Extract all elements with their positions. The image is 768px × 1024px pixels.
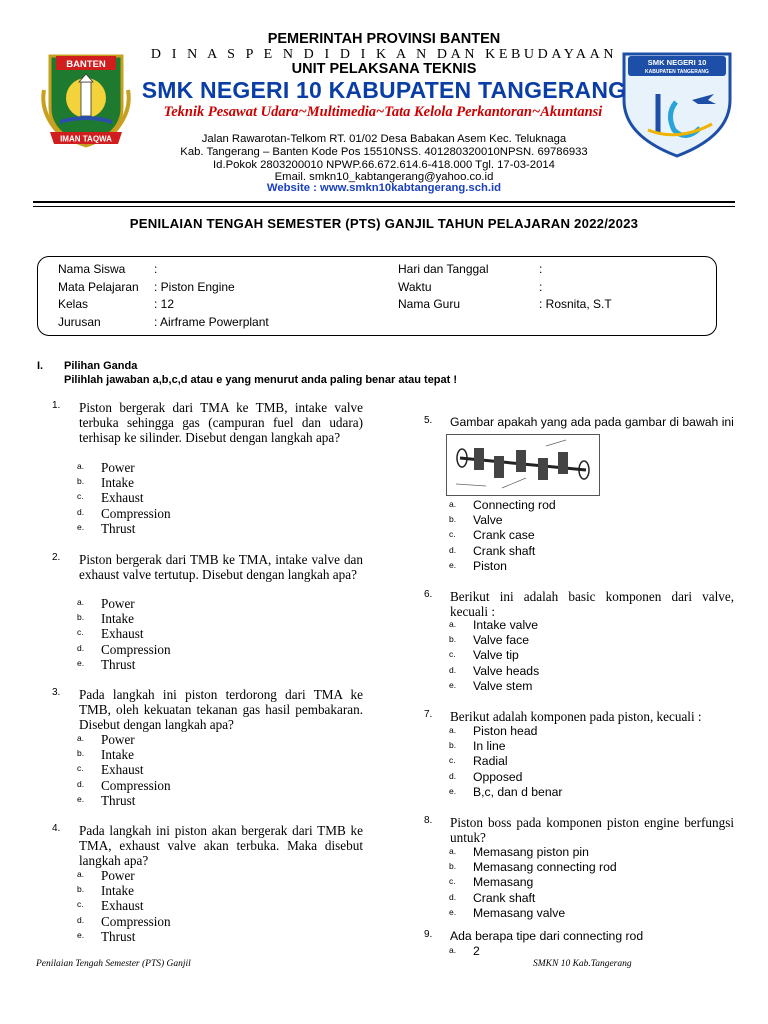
option[interactable] [77, 733, 327, 748]
question-number: 7. [424, 709, 433, 720]
unit-name: UNIT PELAKSANA TEKNIS [291, 61, 477, 77]
question-number: 6. [424, 589, 433, 600]
section-title: Pilihan Ganda [64, 360, 138, 372]
option-letter: a. [449, 499, 457, 509]
option-text: Power [101, 596, 135, 611]
option-letter: e. [77, 793, 85, 804]
banten-logo-text: BANTEN [66, 59, 106, 70]
question-number: 4. [52, 823, 61, 834]
info-label: Nama Guru [398, 297, 461, 312]
option-letter: b. [449, 514, 457, 525]
option-letter: b. [77, 612, 85, 623]
footer-right: SMKN 10 Kab.Tangerang [533, 959, 632, 969]
option-text: Valve tip [473, 648, 519, 663]
option-letter: e. [77, 929, 85, 940]
option[interactable] [449, 514, 699, 529]
option-letter: e. [449, 559, 457, 570]
option[interactable] [77, 779, 327, 794]
school-logo-subtext: KABUPATEN TANGERANG [645, 69, 709, 75]
option[interactable] [449, 892, 699, 907]
options-list [77, 597, 327, 673]
info-right [398, 261, 612, 314]
option-letter: a. [449, 725, 457, 735]
option-letter: c. [77, 491, 84, 502]
email-line: Email. smkn10_kabtangerang@yahoo.co.id [274, 171, 494, 183]
option-letter: b. [449, 740, 457, 751]
option[interactable] [449, 907, 699, 922]
question-number: 9. [424, 929, 433, 940]
option-letter: b. [77, 476, 85, 487]
question-number: 3. [52, 687, 61, 698]
option-letter: a. [449, 945, 457, 955]
option-text: Intake [101, 611, 134, 627]
banten-logo-motto: IMAN TAQWA [60, 134, 112, 144]
option[interactable] [77, 491, 327, 506]
website-link[interactable]: Website : www.smkn10kabtangerang.sch.id [266, 182, 502, 194]
option[interactable] [449, 725, 699, 740]
option-text: B,c, dan d benar [473, 784, 563, 799]
option[interactable] [449, 740, 699, 755]
option-text: Memasang valve [473, 905, 566, 920]
info-label: Hari dan Tanggal [398, 262, 489, 276]
option-letter: a. [77, 597, 85, 607]
header-divider [33, 201, 735, 203]
question-number: 5. [424, 415, 433, 426]
address-line: Jalan Rawarotan-Telkom RT. 01/02 Desa Babakan Asem Kec. Teluknaga [201, 133, 567, 145]
info-value: : Rosnita, S.T [539, 297, 612, 312]
option-text: Crank shaft [473, 543, 536, 558]
option-text: Thrust [101, 928, 136, 944]
option-letter: a. [449, 619, 457, 629]
option-letter: b. [77, 748, 85, 759]
question-text: Piston bergerak dari TMA ke TMB, intake valve terbuka sehingga gas (campuran fuel dan udara) terhisap ke silinder. Disebut dengan langkah apa? [79, 400, 363, 445]
option[interactable] [449, 876, 699, 891]
options-list [77, 869, 327, 945]
info-value: : [539, 279, 543, 294]
option[interactable] [77, 658, 327, 673]
option-letter: a. [77, 733, 85, 743]
option-text: Intake [101, 747, 134, 763]
option-letter: d. [77, 506, 85, 517]
info-label: Kelas [58, 297, 89, 312]
question-number: 1. [52, 400, 61, 411]
option-text: Compression [101, 777, 171, 793]
option-letter: d. [77, 914, 85, 925]
option[interactable] [449, 619, 699, 634]
info-label: Waktu [398, 279, 432, 294]
option-text: Exhaust [101, 898, 144, 914]
option-text: Intake [101, 475, 134, 491]
question-text: Ada berapa tipe dari connecting rod [450, 929, 644, 943]
option-text: Radial [473, 754, 508, 769]
agency-name: D I N A S P E N D I D I K A N DAN KEBUDAYAAN [150, 47, 618, 62]
option[interactable] [77, 930, 327, 945]
option-text: Crank case [473, 528, 535, 543]
option-letter: e. [449, 679, 457, 690]
option-letter: d. [449, 544, 457, 555]
option[interactable] [77, 884, 327, 899]
government-name: PEMERINTAH PROVINSI BANTEN [267, 31, 501, 47]
section-number: I. [37, 360, 44, 372]
option[interactable] [449, 649, 699, 664]
option-letter: a. [77, 869, 85, 879]
option-letter: e. [77, 521, 85, 532]
option-text: In line [473, 739, 506, 754]
option-text: Power [101, 732, 135, 747]
option-letter: c. [77, 899, 84, 910]
option-letter: b. [449, 634, 457, 645]
option[interactable] [449, 786, 699, 801]
option-text: Connecting rod [473, 498, 556, 512]
option-text: Power [101, 460, 135, 475]
options-list [449, 499, 699, 575]
options-list [77, 461, 327, 537]
school-logo-text: SMK NEGERI 10 [647, 58, 707, 67]
option[interactable] [77, 763, 327, 778]
option-letter: c. [77, 627, 84, 638]
option-letter: c. [449, 876, 456, 887]
option[interactable] [449, 634, 699, 649]
info-value: : Piston Engine [154, 279, 235, 294]
option[interactable] [449, 771, 699, 786]
option-text: Piston head [473, 724, 538, 738]
info-label: Nama Siswa [58, 262, 126, 276]
question-text: Berikut ini adalah basic komponen dari valve, kecuali : [450, 589, 734, 619]
option-text: Memasang [473, 875, 534, 890]
option-text: Opposed [473, 769, 523, 784]
option-text: Memasang piston pin [473, 845, 589, 859]
option-text: 2 [473, 944, 480, 958]
footer-left: Penilaian Tengah Semester (PTS) Ganjil [36, 959, 191, 969]
options-list [449, 846, 699, 922]
option-letter: c. [449, 649, 456, 660]
question-text: Pada langkah ini piston akan bergerak dari TMB ke TMA, exhaust valve akan terbuka. Maka disebut langkah apa? [79, 823, 363, 868]
info-value: : [539, 262, 543, 276]
info-value: : [154, 262, 158, 276]
option-text: Valve face [473, 633, 530, 648]
option[interactable] [449, 499, 699, 514]
option-text: Valve [473, 513, 503, 528]
school-name: SMK NEGERI 10 KABUPATEN TANGERANG [141, 77, 627, 103]
question-text: Piston bergerak dari TMB ke TMA, intake valve dan exhaust valve tertutup. Disebut dengan langkah apa? [79, 552, 363, 582]
option[interactable] [449, 545, 699, 560]
option[interactable] [77, 476, 327, 491]
option-text: Compression [101, 505, 171, 521]
option-letter: d. [77, 778, 85, 789]
option-letter: c. [449, 529, 456, 540]
option[interactable] [449, 560, 699, 575]
options-list [449, 945, 699, 960]
question-number: 2. [52, 552, 61, 563]
address-line: Kab. Tangerang – Banten Kode Pos 15510NSS. 401280320010NPSN. 69786933 [180, 146, 588, 158]
options-list [449, 725, 699, 801]
header-divider-thin [33, 206, 735, 207]
option-letter: a. [77, 461, 85, 471]
option[interactable] [77, 597, 327, 612]
option-text: Memasang connecting rod [473, 860, 617, 875]
option-text: Exhaust [101, 762, 144, 778]
option-text: Intake [101, 883, 134, 899]
option[interactable] [77, 461, 327, 476]
option-text: Thrust [101, 792, 136, 808]
option-text: Valve stem [473, 678, 533, 693]
option[interactable] [77, 869, 327, 884]
options-list [77, 733, 327, 809]
option[interactable] [77, 794, 327, 809]
option-text: Thrust [101, 520, 136, 536]
option-letter: c. [449, 755, 456, 766]
options-list [449, 619, 699, 695]
option[interactable] [77, 899, 327, 914]
option-text: Exhaust [101, 490, 144, 506]
option-letter: d. [77, 642, 85, 653]
option-text: Compression [101, 913, 171, 929]
question-text: Pada langkah ini piston terdorong dari TMA ke TMB, oleh kekuatan tekanan gas hasil pembakaran. Disebut dengan langkah apa? [79, 687, 363, 732]
option-letter: d. [449, 664, 457, 675]
option-letter: a. [449, 846, 457, 856]
option[interactable] [449, 945, 699, 960]
option-text: Thrust [101, 656, 136, 672]
option-letter: e. [449, 785, 457, 796]
option[interactable] [449, 846, 699, 861]
info-label: Jurusan [58, 314, 101, 329]
option[interactable] [77, 915, 327, 930]
option-text: Valve heads [473, 663, 540, 678]
option-letter: d. [449, 891, 457, 902]
crankshaft-diagram [446, 434, 600, 496]
option[interactable] [77, 748, 327, 763]
section-instruction: Pilihlah jawaban a,b,c,d atau e yang menurut anda paling benar atau tepat ! [64, 374, 458, 386]
option-letter: d. [449, 770, 457, 781]
info-label: Mata Pelajaran [58, 279, 139, 294]
school-motto: Teknik Pesawat Udara~Multimedia~Tata Kelola Perkantoran~Akuntansi [163, 104, 603, 120]
option[interactable] [449, 861, 699, 876]
option-letter: b. [449, 861, 457, 872]
info-value: : Airframe Powerplant [154, 314, 269, 329]
option-text: Compression [101, 641, 171, 657]
option-letter: e. [449, 906, 457, 917]
option-text: Exhaust [101, 626, 144, 642]
info-value: : 12 [154, 297, 175, 312]
question-number: 8. [424, 815, 433, 826]
option-text: Piston [473, 558, 507, 573]
option[interactable] [77, 522, 327, 537]
option-text: Intake valve [473, 618, 539, 632]
question-text: Berikut adalah komponen pada piston, kecuali : [450, 709, 702, 724]
option-text: Power [101, 868, 135, 883]
option[interactable] [449, 755, 699, 770]
option[interactable] [449, 665, 699, 680]
option-text: Crank shaft [473, 890, 536, 905]
exam-title: PENILAIAN TENGAH SEMESTER (PTS) GANJIL TAHUN PELAJARAN 2022/2023 [129, 216, 639, 231]
option[interactable] [77, 507, 327, 522]
option-letter: e. [77, 657, 85, 668]
option[interactable] [77, 643, 327, 658]
option-letter: c. [77, 763, 84, 774]
question-text: Piston boss pada komponen piston engine berfungsi untuk? [450, 815, 734, 845]
option[interactable] [449, 529, 699, 544]
option[interactable] [449, 680, 699, 695]
question-text: Gambar apakah yang ada pada gambar di bawah ini [450, 415, 734, 429]
option[interactable] [77, 612, 327, 627]
info-left [58, 261, 269, 331]
option[interactable] [77, 627, 327, 642]
option-letter: b. [77, 884, 85, 895]
address-line: Id.Pokok 2803200010 NPWP.66.672.614.6-418.000 Tgl. 17-03-2014 [213, 159, 555, 171]
